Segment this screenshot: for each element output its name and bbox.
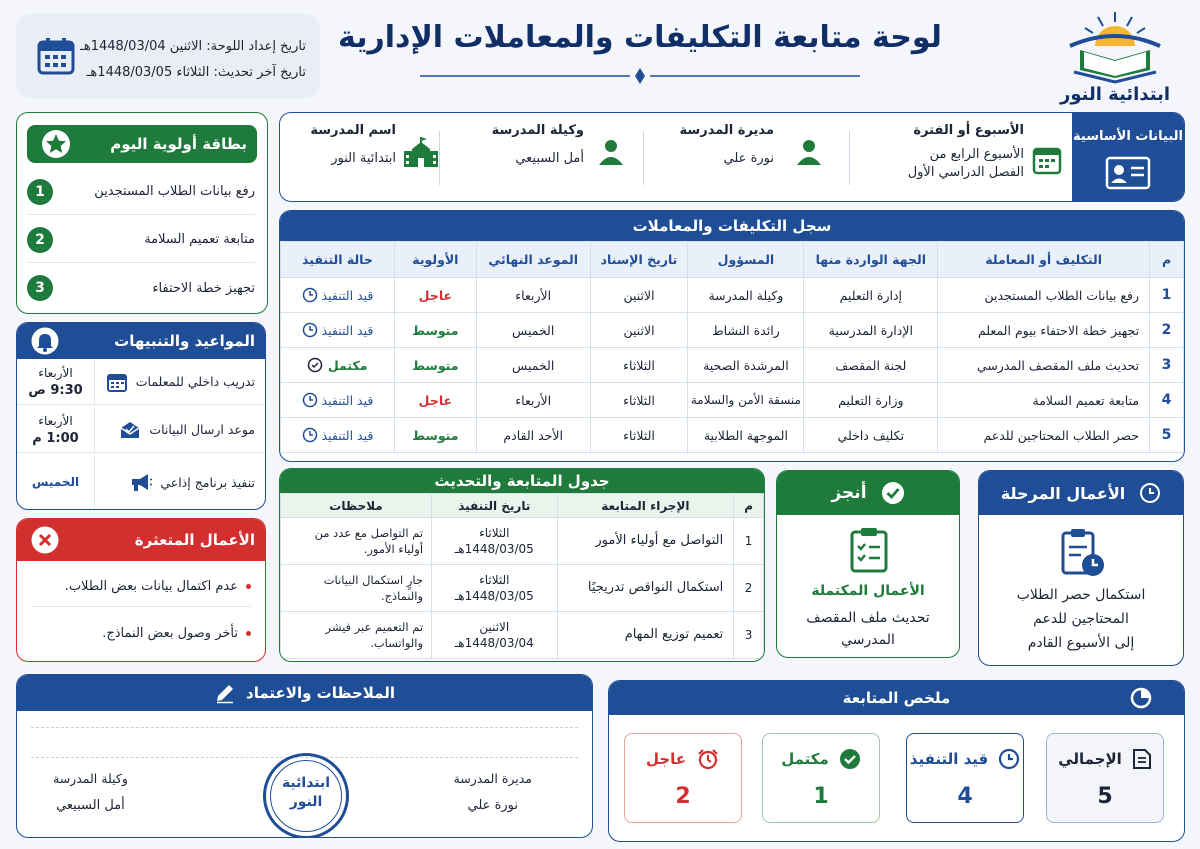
basic-info-card — [279, 112, 1185, 202]
stamp-text: ابتدائية — [281, 775, 331, 791]
summary-card — [608, 680, 1185, 842]
due-cell: الأربعاء — [476, 278, 590, 313]
appointment-text: تدريب داخلي للمعلمات — [135, 374, 255, 389]
completed-text — [777, 607, 959, 651]
col-header: الجهة الواردة منها — [804, 242, 938, 278]
assigned-cell: الاثنين — [590, 278, 688, 313]
bell-icon — [31, 327, 59, 355]
appointments-card — [16, 322, 266, 510]
priority-cell: متوسط — [394, 348, 476, 383]
check-circle-icon — [881, 481, 905, 505]
col-header: الإجراء المتابعة — [557, 494, 734, 518]
calendar-icon — [36, 36, 76, 76]
inprogress-value: 4 — [957, 784, 973, 809]
appointment-time — [17, 407, 95, 452]
col-header: تاريخ التنفيذ — [432, 494, 558, 518]
inprogress-stat-label — [907, 748, 1023, 770]
task-cell: تجهيز خطة الاحتفاء بيوم المعلم — [938, 313, 1150, 348]
row-number: 2 — [734, 565, 764, 612]
principal-value: نورة علي — [723, 151, 774, 166]
table-row — [281, 518, 764, 565]
calendar-grid-icon — [1032, 145, 1062, 175]
owner-cell: منسقة الأمن والسلامة — [688, 383, 804, 418]
owner-cell: المرشدة الصحية — [688, 348, 804, 383]
priority-item — [27, 169, 255, 215]
appointment-time — [17, 455, 95, 509]
completed-text-line: تحديث ملف المقصف — [806, 610, 930, 626]
basic-info-title: البيانات الأساسية — [1073, 129, 1183, 144]
appointment-day: الأربعاء — [38, 413, 73, 428]
school-info — [296, 123, 396, 193]
date-value: 1448/03/05هـ — [454, 542, 534, 556]
status-text: قيد التنفيذ — [321, 322, 374, 338]
urgent-value: 2 — [675, 784, 691, 809]
col-header: تاريخ الإسناد — [590, 242, 688, 278]
completed-label-text: مكتمل — [781, 750, 829, 768]
deputy-value: أمل السبيعي — [515, 151, 584, 166]
bullet-icon — [246, 584, 251, 589]
appointment-text: تنفيذ برنامج إذاعي — [160, 474, 255, 490]
notes-approval-card — [16, 674, 593, 838]
table-row — [281, 418, 1184, 453]
id-card-icon — [1105, 156, 1151, 190]
appointments-title: المواعيد والتنبيهات — [114, 332, 255, 350]
signature-label: وكيلة المدرسة — [53, 771, 128, 786]
total-stat-label — [1047, 748, 1163, 770]
owner-cell: رائدة النشاط — [688, 313, 804, 348]
date-value: 1448/03/05هـ — [454, 589, 534, 603]
follow-up-card — [279, 468, 765, 662]
completed-header — [777, 471, 959, 515]
completed-title: أنجز — [831, 483, 867, 503]
completed-value: 1 — [813, 784, 829, 809]
school-value: ابتدائية النور — [331, 151, 396, 166]
priority-title: بطاقة أولوية اليوم — [110, 135, 247, 153]
col-header: م — [1150, 242, 1184, 278]
action-cell: التواصل مع أولياء الأمور — [557, 518, 734, 565]
priority-number: 2 — [27, 227, 53, 253]
inprogress-stat — [906, 733, 1024, 823]
status-text: قيد التنفيذ — [321, 427, 374, 443]
note-cell — [281, 565, 432, 612]
priority-header — [27, 125, 257, 163]
bullet-icon — [246, 631, 251, 636]
person-icon — [596, 137, 626, 167]
register-title: سجل التكليفات والمعاملات — [280, 211, 1184, 241]
col-header: المسؤول — [688, 242, 804, 278]
from-cell: تكليف داخلي — [804, 418, 938, 453]
from-cell: لجنة المقصف — [804, 348, 938, 383]
stalled-work-card — [16, 518, 266, 662]
register-table — [280, 241, 1184, 453]
pencil-icon — [214, 682, 236, 704]
clock-icon — [998, 748, 1020, 770]
close-circle-icon — [31, 526, 59, 554]
due-cell: الخميس — [476, 348, 590, 383]
date-day: الثلاثاء — [479, 526, 510, 540]
status-cell — [281, 418, 395, 453]
appointment-hour: 9:30 ص — [28, 382, 83, 398]
priority-cell: عاجل — [394, 278, 476, 313]
row-number: 5 — [1150, 418, 1184, 453]
date-cell — [432, 565, 558, 612]
assigned-cell: الثلاثاء — [590, 383, 688, 418]
status-text: قيد التنفيذ — [321, 287, 374, 303]
row-number: 1 — [734, 518, 764, 565]
stalled-text: عدم اكتمال بيانات بعض الطلاب. — [64, 579, 238, 594]
col-header: ملاحظات — [281, 494, 432, 518]
table-row — [281, 565, 764, 612]
assigned-cell: الثلاثاء — [590, 418, 688, 453]
action-cell: تعميم توزيع المهام — [557, 612, 734, 659]
school-stamp — [263, 753, 349, 838]
owner-cell: وكيلة المدرسة — [688, 278, 804, 313]
clock-icon — [302, 427, 318, 443]
status-text: مكتمل — [327, 357, 368, 373]
week-info — [854, 123, 1024, 193]
signature-name: نورة علي — [467, 798, 518, 813]
school-label: اسم المدرسة — [310, 123, 396, 138]
urgent-label-text: عاجل — [645, 750, 687, 768]
note-cell — [281, 612, 432, 659]
priority-number: 1 — [27, 179, 53, 205]
status-cell — [281, 383, 395, 418]
from-cell: الإدارة المدرسية — [804, 313, 938, 348]
week-label: الأسبوع أو الفترة — [913, 123, 1024, 138]
completed-text-line: المدرسي — [841, 632, 895, 648]
col-header: التكليف أو المعاملة — [938, 242, 1150, 278]
summary-header — [609, 681, 1184, 715]
task-cell: رفع بيانات الطلاب المستجدين — [938, 278, 1150, 313]
due-cell: الأربعاء — [476, 383, 590, 418]
priority-item — [27, 217, 255, 263]
status-cell — [281, 313, 395, 348]
envelope-icon — [119, 419, 141, 441]
priority-cell: متوسط — [394, 313, 476, 348]
check-circle-icon — [307, 357, 323, 373]
signature-label: مديرة المدرسة — [453, 771, 532, 786]
principal-label: مديرة المدرسة — [679, 123, 774, 138]
stamp-text: النور — [289, 794, 323, 810]
owner-cell: الموجهة الطلابية — [688, 418, 804, 453]
due-cell: الخميس — [476, 313, 590, 348]
deferred-text-line: استكمال حصر الطلاب — [1016, 587, 1146, 603]
col-header: حالة التنفيذ — [281, 242, 395, 278]
clock-icon — [302, 322, 318, 338]
notes-line — [31, 727, 578, 728]
row-number: 2 — [1150, 313, 1184, 348]
clipboard-clock-icon — [1059, 527, 1107, 579]
action-cell: استكمال النواقص تدريجيًا — [557, 565, 734, 612]
checklist-icon — [849, 527, 889, 573]
book-sun-icon — [1040, 6, 1190, 86]
deferred-work-text — [979, 583, 1183, 655]
table-row — [281, 278, 1184, 313]
deputy-info — [464, 123, 584, 193]
from-cell: إدارة التعليم — [804, 278, 938, 313]
table-row — [281, 383, 1184, 418]
urgent-stat — [624, 733, 742, 823]
stalled-text: تأخر وصول بعض النماذج. — [102, 625, 238, 641]
task-cell: تحديث ملف المقصف المدرسي — [938, 348, 1150, 383]
dates-header-box — [16, 14, 320, 98]
priority-cell: عاجل — [394, 383, 476, 418]
priority-card — [16, 112, 268, 314]
note-line: والواتساب. — [370, 636, 424, 650]
deferred-work-title: الأعمال المرحلة — [1000, 483, 1126, 503]
note-line: أولياء الأمور. — [363, 542, 424, 556]
follow-up-title: جدول المتابعة والتحديث — [280, 469, 764, 493]
total-value: 5 — [1097, 784, 1113, 809]
table-row — [281, 313, 1184, 348]
appointment-row — [17, 359, 265, 405]
note-line: تم التعميم عبر فيشر — [325, 620, 424, 634]
note-line: تم التواصل مع عدد من — [314, 526, 424, 540]
stalled-work-header — [17, 519, 265, 561]
total-stat — [1046, 733, 1164, 823]
priority-item — [27, 265, 255, 311]
note-line: والنماذج. — [380, 589, 424, 603]
appointment-row — [17, 455, 265, 509]
priority-cell: متوسط — [394, 418, 476, 453]
deputy-label: وكيلة المدرسة — [491, 123, 584, 138]
megaphone-icon — [128, 471, 152, 493]
logo-school-name: ابتدائية النور — [1059, 84, 1171, 105]
school-logo — [1040, 6, 1190, 106]
register-card — [279, 210, 1185, 462]
priority-text: تجهيز خطة الاحتفاء — [152, 280, 255, 296]
info-divider — [643, 131, 644, 185]
assigned-cell: الثلاثاء — [590, 348, 688, 383]
assigned-cell: الاثنين — [590, 313, 688, 348]
deferred-work-card — [978, 470, 1184, 666]
page-title: لوحة متابعة التكليفات والمعاملات الإدارية — [338, 20, 942, 55]
clock-icon — [1139, 482, 1161, 504]
clock-icon — [302, 392, 318, 408]
note-cell — [281, 518, 432, 565]
date-value: 1448/03/04هـ — [454, 636, 534, 650]
principal-signature — [454, 771, 532, 813]
appointment-hour: 1:00 م — [32, 430, 79, 446]
urgent-stat-label — [625, 748, 741, 770]
note-line: جارٍ استكمال البيانات — [323, 573, 424, 587]
deferred-text-line: إلى الأسبوع القادم — [1027, 635, 1135, 651]
total-label-text: الإجمالي — [1058, 750, 1122, 768]
from-cell: وزارة التعليم — [804, 383, 938, 418]
priority-text: متابعة تعميم السلامة — [144, 232, 255, 247]
signature-name: أمل السبيعي — [56, 798, 125, 813]
week-value-1: الأسبوع الرابع من — [929, 147, 1024, 162]
title-divider — [380, 66, 900, 86]
deferred-work-header — [979, 471, 1183, 515]
row-number: 4 — [1150, 383, 1184, 418]
task-cell: حصر الطلاب المحتاجين للدعم — [938, 418, 1150, 453]
col-header: م — [734, 494, 764, 518]
appointment-row — [17, 407, 265, 453]
col-header: الأولوية — [394, 242, 476, 278]
date-day: الثلاثاء — [479, 573, 510, 587]
task-cell: متابعة تعميم السلامة — [938, 383, 1150, 418]
follow-up-table — [280, 493, 764, 659]
principal-info — [664, 123, 774, 193]
appointment-time — [17, 359, 95, 404]
person-icon — [794, 137, 824, 167]
inprogress-label-text: قيد التنفيذ — [909, 750, 989, 768]
row-number: 1 — [1150, 278, 1184, 313]
calendar-icon — [106, 371, 128, 393]
date-cell — [432, 612, 558, 659]
deferred-text-line: المحتاجين للدعم — [1033, 611, 1129, 627]
alarm-clock-icon — [696, 748, 720, 770]
document-icon — [1132, 748, 1152, 770]
due-cell: الأحد القادم — [476, 418, 590, 453]
notes-header — [17, 675, 592, 711]
table-row — [281, 348, 1184, 383]
stalled-item — [31, 613, 251, 653]
appointment-text: موعد ارسال البيانات — [149, 422, 255, 437]
basic-info-header — [1072, 113, 1184, 201]
status-cell — [281, 278, 395, 313]
completed-stat-label — [763, 748, 879, 770]
clock-icon — [302, 287, 318, 303]
row-number: 3 — [1150, 348, 1184, 383]
appointments-header — [17, 323, 265, 359]
stalled-work-title: الأعمال المتعثرة — [134, 531, 255, 549]
info-divider — [849, 131, 850, 185]
col-header: الموعد النهائي — [476, 242, 590, 278]
completed-card — [776, 470, 960, 658]
row-number: 3 — [734, 612, 764, 659]
prep-date: تاريخ إعداد اللوحة: الاثنين 1448/03/04هـ — [80, 39, 306, 54]
priority-text: رفع بيانات الطلاب المستجدين — [94, 184, 255, 199]
deputy-signature — [53, 771, 128, 813]
appointment-day: الأربعاء — [38, 365, 73, 380]
status-text: قيد التنفيذ — [321, 392, 374, 408]
table-row — [281, 612, 764, 659]
summary-title: ملخص المتابعة — [842, 689, 951, 707]
star-icon — [41, 129, 71, 159]
completed-stat — [762, 733, 880, 823]
notes-title: الملاحظات والاعتماد — [246, 684, 395, 702]
priority-number: 3 — [27, 275, 53, 301]
check-circle-icon — [839, 748, 861, 770]
status-cell — [281, 348, 395, 383]
appointment-day: الخميس — [31, 474, 80, 489]
week-value-2: الفصل الدراسي الأول — [907, 165, 1024, 180]
pie-chart-icon — [1130, 687, 1152, 709]
school-building-icon — [402, 135, 440, 169]
stalled-item — [31, 567, 251, 607]
update-date: تاريخ آخر تحديث: الثلاثاء 1448/03/05هـ — [86, 65, 306, 80]
date-cell — [432, 518, 558, 565]
completed-subtitle: الأعمال المكتملة — [811, 583, 925, 599]
date-day: الاثنين — [479, 620, 510, 634]
